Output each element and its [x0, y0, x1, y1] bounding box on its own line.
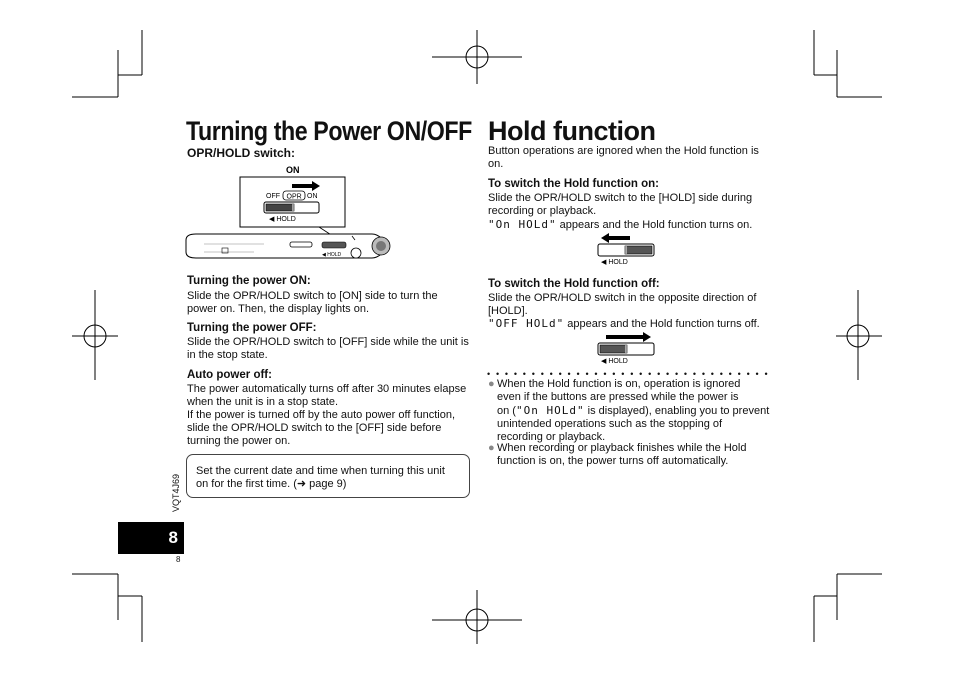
bullet-1-line3b: is displayed), enabling you to prevent [584, 405, 770, 417]
hold-off-lcd-line [488, 317, 760, 331]
hold-off-fig-label: ◀ HOLD [601, 358, 628, 365]
power-on-heading: Turning the power ON: [187, 275, 311, 287]
hold-intro: Button operations are ignored when the Hold function is on. [488, 145, 759, 170]
power-off-text: Slide the OPR/HOLD switch to [OFF] side while the unit is in the stop state. [187, 336, 469, 361]
hold-off-figure [596, 331, 660, 367]
figure-on-small: ON [307, 193, 318, 200]
lcd-on-hold: "On HOLd" [488, 218, 557, 231]
figure-on-label: ON [286, 165, 300, 175]
lcd-on-hold-inline: "On HOLd" [515, 404, 585, 417]
page-number-box [118, 522, 184, 554]
bullet-icon: ● [488, 378, 495, 390]
bullet-1-line5: recording or playback. [497, 431, 606, 443]
arrow-left-icon [601, 233, 609, 243]
note-text: Set the current date and time when turning this unit on for the first time. (➜ page 9) [196, 465, 445, 490]
bullet-2: When recording or playback finishes while the Hold function is on, the power turns off automatically. [497, 442, 747, 467]
hold-on-figure [596, 232, 660, 266]
hold-on-text: Slide the OPR/HOLD switch to the [HOLD] side during recording or playback. [488, 192, 753, 217]
auto-off-text2: If the power is turned off by the auto power off function, slide the OPR/HOLD switch to the [OFF] side before turning the power on. [187, 409, 456, 447]
bullet-icon: ● [488, 442, 495, 454]
hold-off-text: Slide the OPR/HOLD switch in the opposite direction of [HOLD]. [488, 292, 757, 317]
power-off-heading: Turning the power OFF: [187, 322, 317, 334]
switch-heading: OPR/HOLD switch: [187, 146, 296, 160]
auto-off-text1: The power automatically turns off after 30 minutes elapse when the unit is in a stop state. [187, 383, 467, 408]
right-title: Hold function [488, 116, 656, 146]
left-title: Turning the Power ON/OFF [186, 116, 472, 146]
bullet-1 [497, 378, 770, 444]
arrow-right-icon [643, 332, 651, 342]
hold-on-heading: To switch the Hold function on: [488, 178, 659, 190]
bullet-1-line4: unintended operations such as the stopping of [497, 418, 723, 430]
power-on-text: Slide the OPR/HOLD switch to [ON] side to turn the power on. Then, the display lights on. [187, 290, 438, 315]
note-box [186, 454, 470, 498]
bullet-1-line3a: on ( [497, 405, 516, 417]
bullet-1-line2: even if the buttons are pressed while the power is [497, 391, 739, 403]
page-number-small: 8 [176, 555, 181, 564]
hold-on-lcd-suffix: appears and the Hold function turns on. [559, 219, 753, 231]
dotted-separator: •••••••••••••••••••••••••••••••• [487, 369, 774, 379]
figure-hold-label: ◀ HOLD [269, 216, 296, 223]
page-number: 8 [168, 528, 178, 547]
device-hold-label: ◀ HOLD [322, 252, 342, 258]
hold-on-fig-label: ◀ HOLD [601, 259, 628, 266]
figure-opr-label: OPR [286, 193, 302, 201]
hold-off-lcd-suffix: appears and the Hold function turns off. [567, 318, 760, 330]
bullet-1-line3 [497, 404, 770, 418]
hold-on-lcd-line [488, 218, 752, 232]
document-code: VQT4J69 [171, 473, 181, 512]
figure-off-label: OFF [266, 193, 280, 200]
lcd-off-hold: "OFF HOLd" [488, 317, 565, 330]
opr-hold-switch-figure [184, 160, 396, 260]
bullet-1-line1: When the Hold function is on, operation is ignored [497, 378, 741, 390]
hold-off-heading: To switch the Hold function off: [488, 278, 660, 290]
auto-off-heading: Auto power off: [187, 369, 272, 381]
